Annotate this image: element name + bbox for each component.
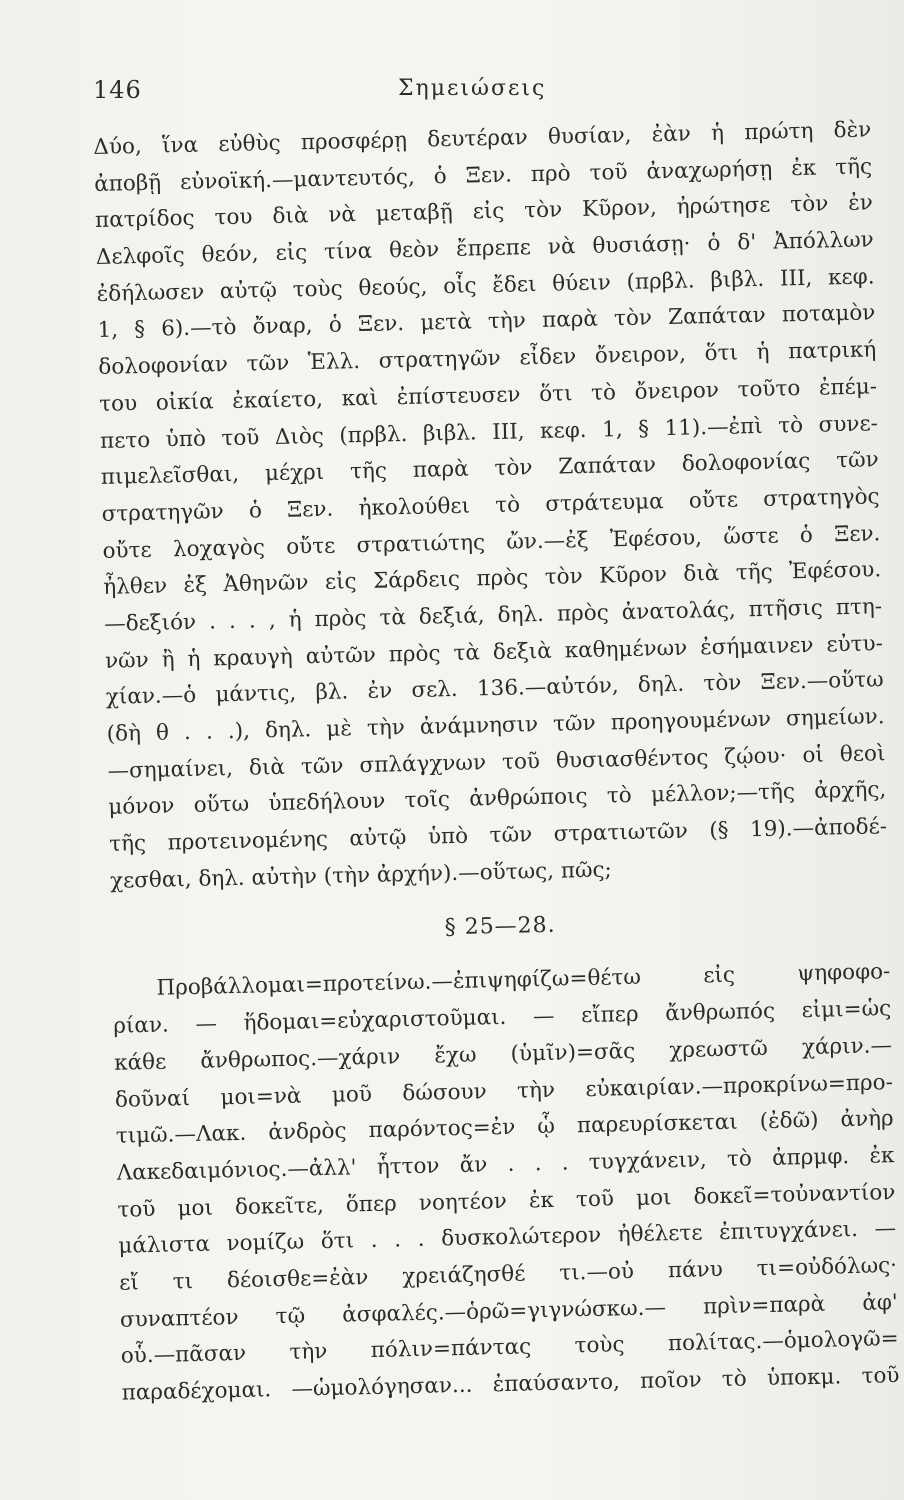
text-line: (δὴ θ . . .), δηλ. μὲ τὴν ἀνάμνησιν τῶν προηγουμένων σημείων. xyxy=(106,704,885,747)
text-line: εἴ τι δέοισθε=ἐὰν χρειάζησθέ τι.—οὐ πάνυ τι=οὐδόλως· xyxy=(118,1252,898,1296)
section-heading: § 25—28. xyxy=(444,913,556,941)
text-line: ἦλθεν ἐξ Ἀθηνῶν εἰς Σάρδεις πρὸς τὸν Κῦρον διὰ τῆς Ἐφέσου. xyxy=(103,557,882,601)
text-line: 1, § 6).—τὸ ὄναρ, ὁ Ξεν. μετὰ τὴν παρὰ τὸν Ζαπάταν ποταμὸν xyxy=(97,300,876,344)
text-line: ἐδήλωσεν αὐτῷ τοὺς θεούς, οἷς ἔδει θύειν (πρβλ. βιβλ. ΙΙΙ, κεφ. xyxy=(96,264,875,307)
text-line: ἀποβῇ εὐνοϊκή.—μαντευτός, ὁ Ξεν. πρὸ τοῦ ἀναχωρήσῃ ἐκ τῆς xyxy=(93,154,873,197)
text-line: μόνον οὕτω ὑπεδήλουν τοῖς ἀνθρώποις τὸ μέλλον;—τῆς ἀρχῆς, xyxy=(108,777,887,821)
text-line: του οἰκία ἐκαίετο, καὶ ἐπίστευσεν ὅτι τὸ ὄνειρον τοῦτο ἐπέμ- xyxy=(98,374,878,417)
text-line: Λακεδαιμόνιος.—ἀλλ' ἧττον ἄν . . . τυγχάνειν, τὸ ἀπρμφ. ἐκ xyxy=(116,1142,895,1186)
text-line: τιμῶ.—Λακ. ἀνδρὸς παρόντος=ἐν ᾧ παρευρίσκεται (ἐδῶ) ἀνὴρ xyxy=(115,1106,894,1149)
paragraph-proballomai xyxy=(112,955,900,1413)
text-line: δοῦναί μοι=νὰ μοῦ δώσουν τὴν εὐκαιρίαν.—προκρίνω=προ- xyxy=(114,1069,894,1113)
text-line: παραδέχομαι. —ὡμολόγησαν... ἐπαύσαντο, ποῖον τὸ ὑποκμ. τοῦ xyxy=(121,1363,900,1406)
text-line: Δύο, ἵνα εὐθὺς προσφέρῃ δευτέραν θυσίαν, ἐὰν ἡ πρώτη δὲν xyxy=(93,117,872,160)
text-line: στρατηγῶν ὁ Ξεν. ἠκολούθει τὸ στράτευμα οὔτε στρατηγὸς xyxy=(101,484,880,527)
text-line: μάλιστα νομίζω ὅτι . . . δυσκολώτερον ἠθέλετε ἐπιτυγχάνει. — xyxy=(118,1216,897,1259)
text-line: χίαν.—ὁ μάντις, βλ. ἐν σελ. 136.—αὐτόν, δηλ. τὸν Ξεν.—οὕτω xyxy=(105,667,884,711)
text-line: χεσθαι, δηλ. αὐτὴν (τὴν ἀρχήν).—οὕτως, πῶς; xyxy=(109,857,613,894)
text-line: κάθε ἄνθρωπος.—χάριν ἔχω (ὑμῖν)=σᾶς χρεωστῶ χάριν.— xyxy=(113,1032,893,1076)
text-line: —σημαίνει, διὰ τῶν σπλάγχνων τοῦ θυσιασθέντος ζῴου· οἱ θεοὶ xyxy=(107,740,886,784)
text-line: συναπτέον τῷ ἀσφαλές.—ὁρῶ=γιγνώσκω.— πρὶν=παρὰ ἀφ' xyxy=(119,1289,899,1333)
text-line: ρίαν. — ἥδομαι=εὐχαριστοῦμαι. — εἴπερ ἄνθρωπός εἰμι=ὡς xyxy=(113,996,892,1039)
text-line: οὔτε λοχαγὸς οὔτε στρατιώτης ὤν.—ἐξ Ἐφέσου, ὥστε ὁ Ξεν. xyxy=(102,520,881,564)
text-line: οὗ.—πᾶσαν τὴν πόλιν=πάντας τοὺς πολίτας.—ὁμολογῶ= xyxy=(120,1326,899,1369)
text-line: πιμελεῖσθαι, μέχρι τῆς παρὰ τὸν Ζαπάταν δολοφονίας τῶν xyxy=(100,447,879,491)
text-line: —δεξιόν . . . , ἡ πρὸς τὰ δεξιά, δηλ. πρὸς ἀνατολάς, πτῆσις πτη- xyxy=(103,594,883,637)
text-line: νῶν ἢ ἡ κραυγὴ αὐτῶν πρὸς τὰ δεξιὰ καθημένων ἐσήμαινεν εὐτυ- xyxy=(104,630,884,674)
text-line: Προβάλλομαι=προτείνω.—ἐπιψηφίζω=θέτω εἰς ψηφοφο- xyxy=(156,959,891,1002)
paragraph-dyo xyxy=(93,112,888,900)
text-line: Δελφοῖς θεόν, εἰς τίνα θεὸν ἔπρεπε νὰ θυσιάσῃ· ὁ δ' Ἀπόλλων xyxy=(95,227,874,271)
text-line: τῆς προτεινομένης αὐτῷ ὑπὸ τῶν στρατιωτῶν (§ 19).—ἀποδέ- xyxy=(108,814,888,857)
page-number: 146 xyxy=(93,76,142,104)
text-line: τοῦ μοι δοκεῖτε, ὅπερ νοητέον ἐκ τοῦ μοι δοκεῖ=τοὐναντίον xyxy=(117,1179,896,1223)
text-line: πετο ὑπὸ τοῦ Διὸς (πρβλ. βιβλ. ΙΙΙ, κεφ. 1, § 11).—ἐπὶ τὸ συνε- xyxy=(99,410,879,454)
notes-text xyxy=(93,112,900,1412)
running-head: Σημειώσεις xyxy=(398,76,547,101)
text-line: δολοφονίαν τῶν Ἑλλ. στρατηγῶν εἶδεν ὄνειρον, ὅτι ἡ πατρική xyxy=(98,337,877,381)
page-header xyxy=(93,76,853,116)
text-line: πατρίδος του διὰ νὰ μεταβῇ εἰς τὸν Κῦρον, ἠρώτησε τὸν ἐν xyxy=(94,190,874,234)
